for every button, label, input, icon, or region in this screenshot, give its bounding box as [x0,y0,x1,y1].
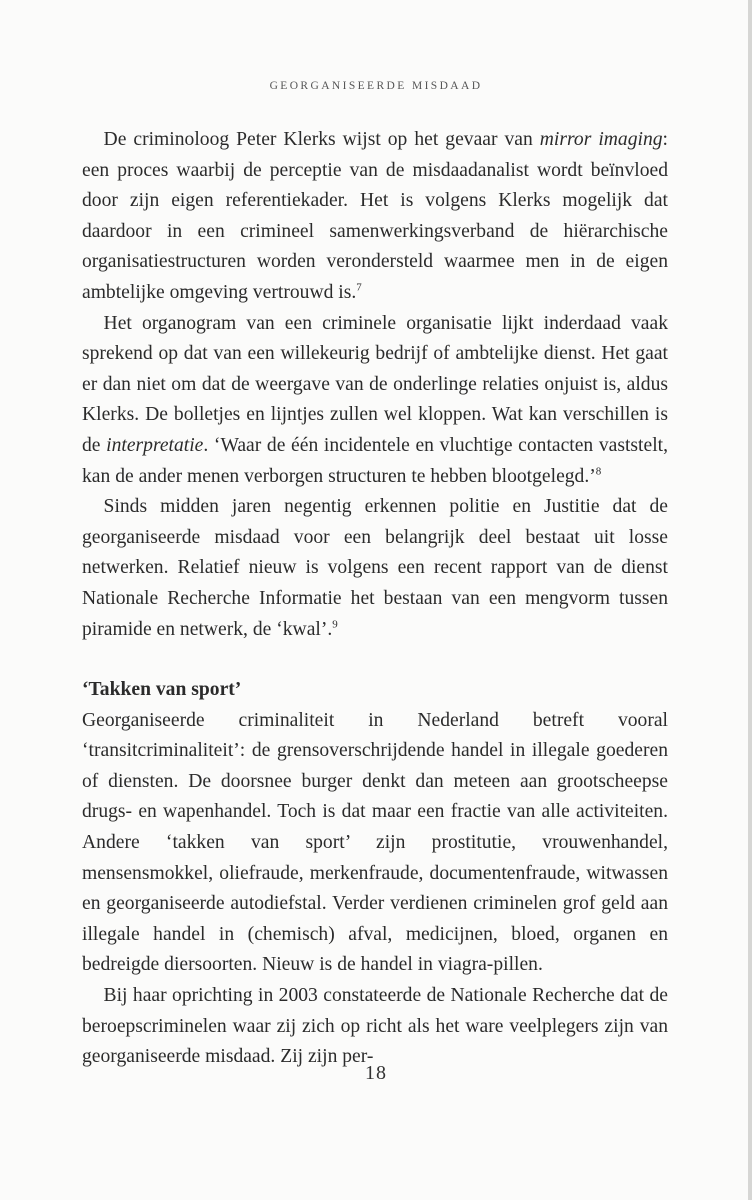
paragraph [82,981,668,1073]
paragraph [82,492,668,645]
italic-term: interpretatie [106,434,204,456]
page-number: 18 [365,1062,387,1084]
text-run: Georganiseerde criminaliteit in Nederland betreft vooral ‘transitcriminaliteit’: de grensoverschrijdende handel in illegale goederen of diensten. De doorsnee burger denkt dan meteen aan grootscheepse drugs- en wapenhandel. Toch is dat maar een fractie van alle activiteiten. Andere ‘takken van sport’ zijn prostitutie, vrouwenhandel, mensensmokkel, oliefraude, merkenfraude, documentenfraude, witwassen en georganiseerde autodiefstal. Verder verdienen criminelen grof geld aan illegale handel in (chemisch) afval, medicijnen, bloed, organen en bedreigde diersoorten. Nieuw is de handel in viagra-pillen. [82,709,668,976]
footnote-marker: 9 [332,617,338,630]
paragraph [82,309,668,493]
text-run: Sinds midden jaren negentig erkennen politie en Justitie dat de georganiseerde misdaad voor een belangrijk deel bestaat uit losse netwerken. Relatief nieuw is volgens een recent rapport van de dienst Nationale Recherche Informatie het bestaan van een mengvorm tussen piramide en netwerk, de ‘kwal’. [82,496,668,640]
italic-term: mirror imaging [539,129,663,150]
body-text [82,125,668,1073]
running-head: GEORGANISEERDE MISDAAD [269,80,483,92]
paragraph [82,125,668,309]
text-run: : een proces waarbij de perceptie van de misdaadanalist wordt beïnvloed door zijn eigen referentiekader. Het is volgens Klerks mogelijk dat daardoor in een crimineel samenwerkingsverband de hiërarchische organisatiestructuren worden verondersteld waarmee men in de eigen ambtelijke omgeving vertrouwd is. [82,129,668,303]
text-run: De criminoloog Peter Klerks wijst op het gevaar van [103,129,540,150]
text-run: . ‘Waar de één incidentele en vluchtige contacten vaststelt, kan de ander menen verborgen structuren te hebben blootgelegd.’ [82,434,668,487]
footnote-marker: 7 [356,281,362,294]
footnote-marker: 8 [595,465,602,477]
text-run: Bij haar oprichting in 2003 constateerde de Nationale Recherche dat de beroepscriminelen waar zij zich op richt als het ware veelplegers zijn van georganiseerde misdaad. Zij zijn per- [82,985,668,1068]
text-run: Het organogram van een criminele organisatie lijkt inderdaad vaak sprekend op dat van een willekeurig bedrijf of ambtelijke dienst. Het gaat er dan niet om dat de weergave van de onderlinge relaties onjuist is, aldus Klerks. De bolletjes en lijntjes zullen wel kloppen. Wat kan verschillen is de [82,312,668,456]
paragraph [82,706,668,981]
section-heading: ‘Takken van sport’ [82,679,242,701]
page-edge [748,0,752,1200]
